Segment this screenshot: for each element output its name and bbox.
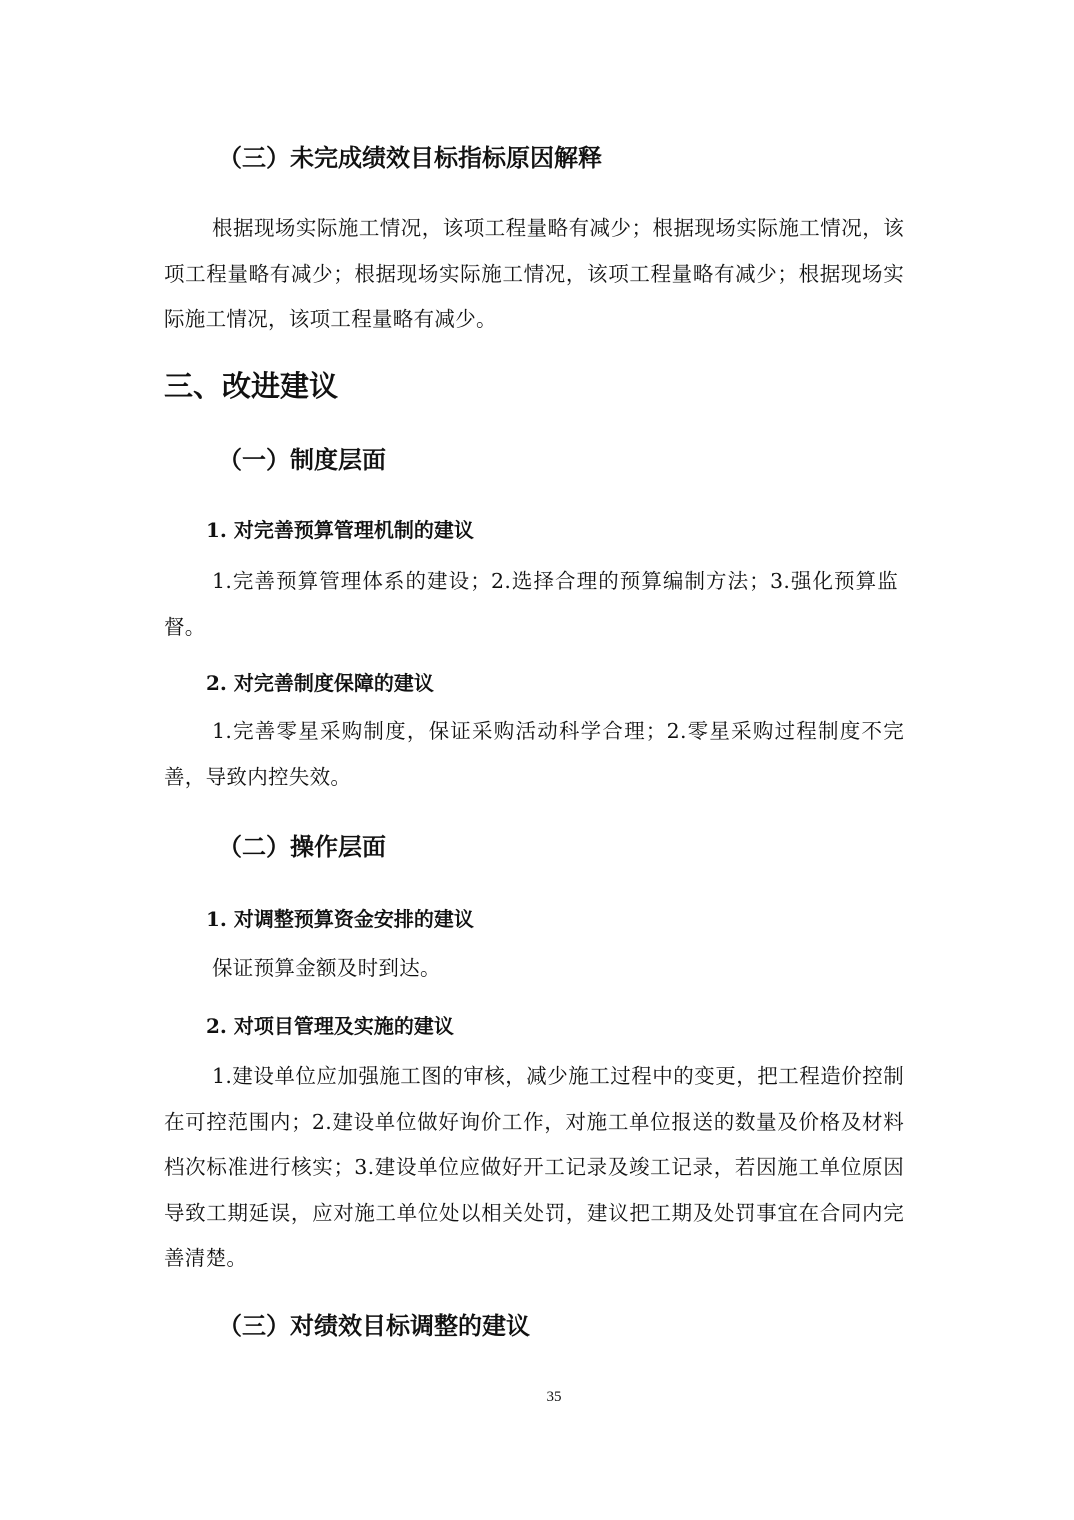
item-heading-budget-fund-arrangement: 1. 对调整预算资金安排的建议 — [206, 907, 474, 931]
subsection-heading-reason-explanation: （三）未完成绩效目标指标原因解释 — [218, 144, 602, 172]
section-heading-improvement-suggestions: 三、改进建议 — [164, 369, 339, 403]
page-number: 35 — [546, 1389, 562, 1405]
paragraph-system-guarantee: 1.完善零星采购制度，保证采购活动科学合理；2.零星采购过程制度不完善，导致内控失效。 — [164, 719, 904, 789]
paragraph-budget-fund-arrangement: 保证预算金额及时到达。 — [212, 956, 441, 980]
subsection-heading-institutional-level: （一）制度层面 — [218, 446, 386, 474]
paragraph-project-management: 1.建设单位应加强施工图的审核，减少施工过程中的变更，把工程造价控制在可控范围内；2.建设单位做好询价工作，对施工单位报送的数量及价格及材料档次标准进行核实；3.建设单位应做好开工记录及竣工记录，若因施工单位原因导致工期延误，应对施工单位处以相关处罚，建议把工期及处罚事宜在合同内完善清楚。 — [164, 1064, 904, 1270]
item-heading-system-guarantee: 2. 对完善制度保障的建议 — [206, 671, 434, 695]
item-heading-budget-mechanism: 1. 对完善预算管理机制的建议 — [206, 518, 474, 542]
subsection-heading-performance-target-adjustment: （三）对绩效目标调整的建议 — [218, 1312, 530, 1340]
subsection-heading-operational-level: （二）操作层面 — [218, 833, 386, 861]
paragraph-budget-mechanism: 1.完善预算管理体系的建设；2.选择合理的预算编制方法；3.强化预算监督。 — [164, 569, 898, 639]
item-heading-project-management: 2. 对项目管理及实施的建议 — [206, 1014, 454, 1038]
paragraph-reason-explanation: 根据现场实际施工情况，该项工程量略有减少；根据现场实际施工情况，该项工程量略有减少；根据现场实际施工情况，该项工程量略有减少；根据现场实际施工情况，该项工程量略有减少。 — [164, 216, 904, 331]
